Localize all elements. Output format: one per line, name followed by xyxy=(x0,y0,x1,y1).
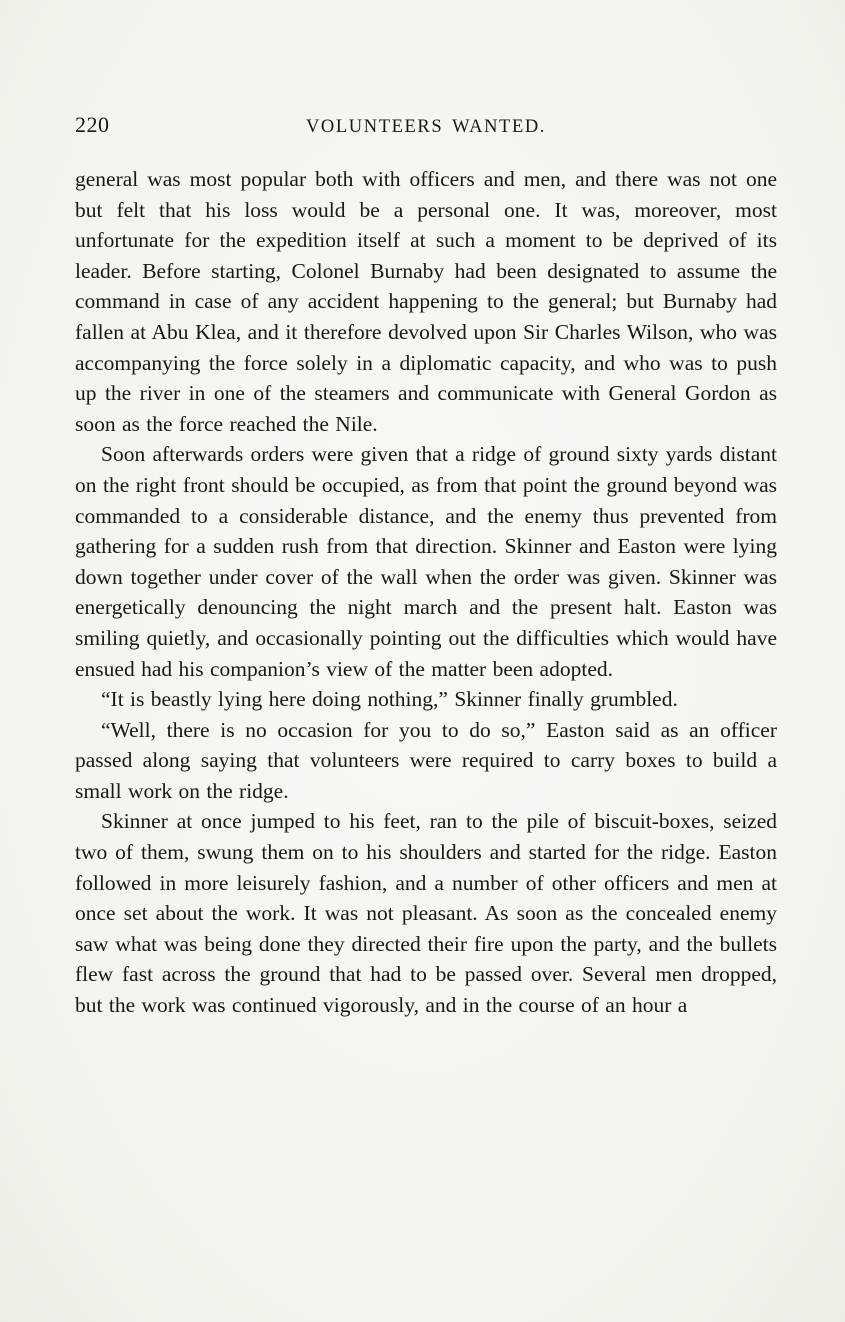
running-header: VOLUNTEERS WANTED. xyxy=(305,117,547,137)
paragraph: “It is beastly lying here doing nothing,” Skinner finally grumbled. xyxy=(101,687,678,712)
page-number: 220 xyxy=(75,112,110,137)
paragraph: Soon afterwards orders were given that a ridge of ground sixty yards distant on the right front should be occupied, as from that point the ground beyond was commanded to a considerable distance, and the enemy thus prevented from gathering for a sudden rush from that direction. Skinner and Easton were lying down together under cover of the wall when the order was given. Skinner was energetically denouncing the night march and the present halt. Easton was smiling quietly, and occasionally pointing out the difficulties which would have ensued had his companion’s view of the matter been adopted. xyxy=(75,442,777,681)
page-body xyxy=(75,164,777,1021)
paragraph: Skinner at once jumped to his feet, ran to the pile of biscuit-boxes, seized two of them, swung them on to his shoulders and started for the ridge. Easton followed in more leisurely fashion, and a number of other officers and men at once set about the work. It was not pleasant. As soon as the concealed enemy saw what was being done they directed their fire upon the party, and the bullets flew fast across the ground that had to be passed over. Several men dropped, but the work was continued vigorously, and in the course of an hour a xyxy=(75,809,777,1018)
page-header xyxy=(75,112,777,138)
paragraph: “Well, there is no occasion for you to do so,” Easton said as an officer passed along saying that volunteers were required to carry boxes to build a small work on the ridge. xyxy=(75,717,777,803)
paragraph: general was most popular both with officers and men, and there was not one but felt that his loss would be a personal one. It was, moreover, most unfortunate for the expedition itself at such a moment to be deprived of its leader. Before starting, Colonel Burnaby had been designated to assume the command in case of any accident happening to the general; but Burnaby had fallen at Abu Klea, and it therefore devolved upon Sir Charles Wilson, who was accompanying the force solely in a diplomatic capacity, and who was to push up the river in one of the steamers and communicate with General Gordon as soon as the force reached the Nile. xyxy=(75,167,777,436)
